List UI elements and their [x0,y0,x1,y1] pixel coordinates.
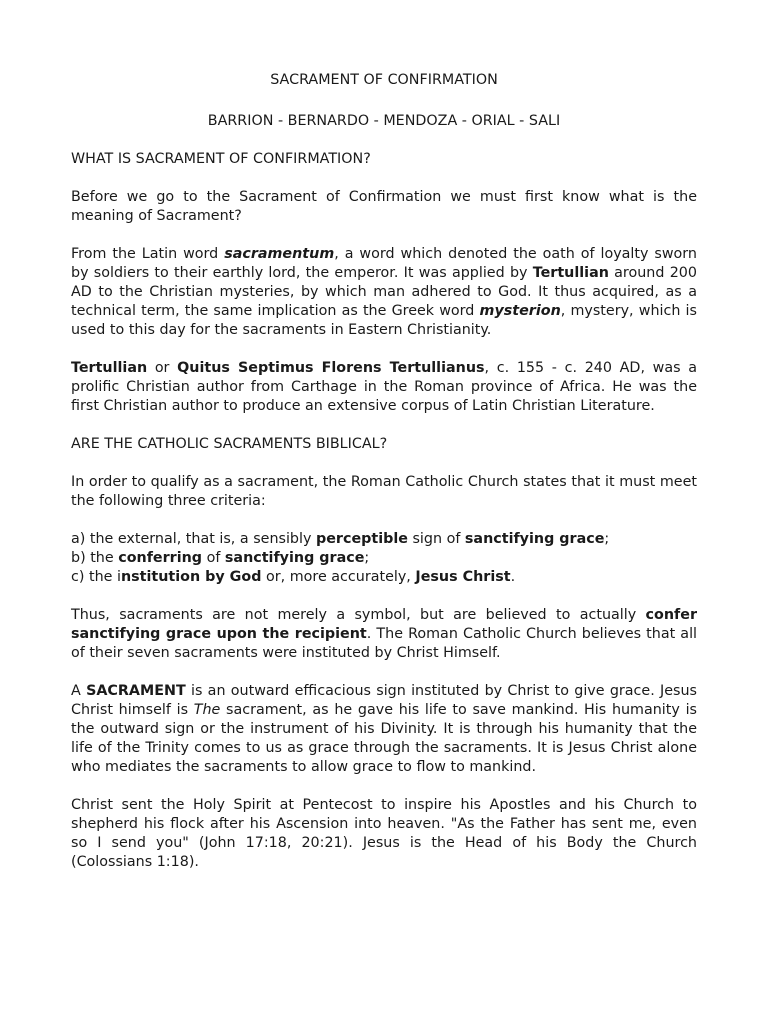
term-tertullian: Tertullian [532,265,609,281]
criteria-list [71,530,697,587]
term-mysterion: mysterion [479,303,561,319]
term-the: The [193,702,221,718]
paragraph-holy-spirit: Christ sent the Holy Spirit at Pentecost to inspire his Apostles and his Church to shepherd his flock after his Ascension into heaven. "As the Father has sent me, even so I send you" (John 17:18, 20:21). Jesus is the Head of his Body the Church (Colossians 1:18). [71,797,697,870]
paragraph-meaning-intro: Before we go to the Sacrament of Confirmation we must first know what is the meaning of Sacrament? [71,189,697,224]
term-institution-by-god: nstitution by God [120,569,262,585]
text-span: or [147,360,178,376]
term-tertullian-name: Tertullian [71,360,148,376]
term-perceptible: perceptible [315,531,408,547]
term-sacramentum: sacramentum [224,246,335,262]
text-span: c) the i [71,569,121,585]
text-span: A [71,683,87,699]
text-span: . [510,569,516,585]
document-page [71,71,697,872]
text-span: From the Latin word [71,246,225,262]
text-span: Thus, sacraments are not merely a symbol, but are believed to actually [71,607,646,623]
text-span: b) the [71,550,119,566]
text-span: , c. 155 - c. 240 AD, was a prolific Christian author from Carthage in the Roman province of Africa. He was the first Christian author to produce an extensive corpus of Latin Christian Literature. [71,360,697,414]
text-span: ; [364,550,370,566]
criteria-item-c [71,568,697,587]
criteria-item-a [71,530,697,549]
text-span: ; [604,531,610,547]
term-sanctifying-grace: sanctifying grace [464,531,605,547]
term-jesus-christ: Jesus Christ [415,569,511,585]
section-heading-what-is: WHAT IS SACRAMENT OF CONFIRMATION? [71,151,371,167]
text-span: . The Roman Catholic Church believes that all of their seven sacraments were instituted by Christ Himself. [71,626,698,661]
document-authors: BARRION - BERNARDO - MENDOZA - ORIAL - SALI [207,113,561,129]
paragraph-latin-origin [71,245,697,340]
term-sanctifying-grace: sanctifying grace [224,550,365,566]
text-span: or, more accurately, [261,569,416,585]
text-span: is an outward efficacious sign instituted by Christ to give grace. Jesus Christ himself is [71,683,697,718]
text-span: around 200 AD to the Christian mysteries, by which man adhered to God. It thus acquired, as a technical term, the same implication as the Greek word [71,265,697,319]
term-confer-grace: confer sanctifying grace upon the recipient [71,607,697,642]
text-span: sacrament, as he gave his life to save mankind. His humanity is the outward sign or the instrument of his Divinity. It is through his humanity that the life of the Trinity comes to us as grace through the sacraments. It is Jesus Christ alone who mediates the sacraments to allow grace to flow to mankind. [71,702,697,775]
paragraph-tertullian [71,359,697,416]
paragraph-sacrament-definition [71,682,697,777]
term-tertullian-fullname: Quitus Septimus Florens Tertullianus [177,360,485,376]
paragraph-confer-grace [71,606,697,663]
text-span: , mystery, which is used to this day for the sacraments in Eastern Christianity. [71,303,697,338]
document-title: SACRAMENT OF CONFIRMATION [270,72,498,88]
text-span: a) the external, that is, a sensibly [71,531,316,547]
section-heading-biblical: ARE THE CATHOLIC SACRAMENTS BIBLICAL? [71,436,388,452]
term-conferring: conferring [118,550,203,566]
paragraph-criteria-intro: In order to qualify as a sacrament, the Roman Catholic Church states that it must meet the following three criteria: [71,474,697,509]
criteria-item-b [71,549,697,568]
text-span: sign of [407,531,465,547]
text-span: of [202,550,225,566]
text-span: , a word which denoted the oath of loyalty sworn by soldiers to their earthly lord, the emperor. It was applied by [71,246,697,281]
term-sacrament: SACRAMENT [86,683,186,699]
